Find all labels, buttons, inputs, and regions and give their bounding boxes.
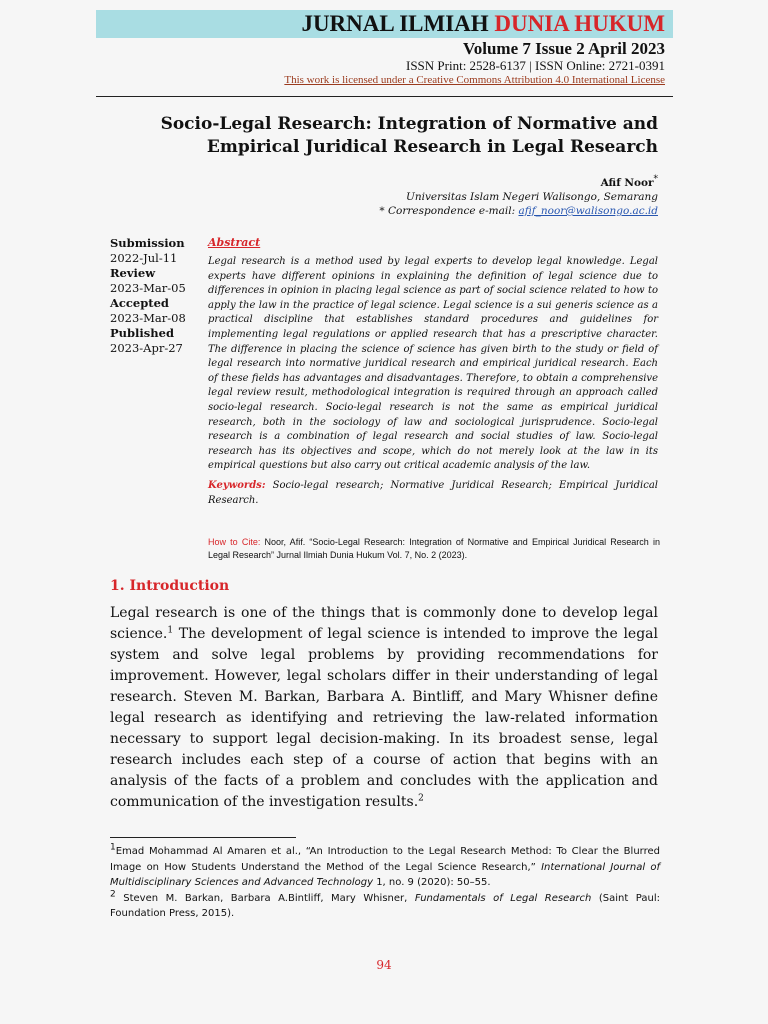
submission-label: Submission: [110, 236, 185, 250]
how-to-cite: [208, 536, 660, 562]
paragraph-part2: The development of legal science is intended to improve the legal system and solve legal problems by providing recommendations for improvement. However, legal scholars differ in their understanding of legal research. Steven M. Barkan, Barbara A. Bintliff, and Mary Whisner define legal research as identifying and retrieving the law-related information necessary to support legal decision-making. In its broadest sense, legal research includes each step of a course of action that begins with an analysis of the facts of a problem and concludes with the application and communication of the investigation results.: [110, 626, 658, 810]
section-heading: 1. Introduction: [110, 578, 230, 594]
license-link[interactable]: This work is licensed under a Creative Commons Attribution 4.0 International License: [284, 74, 665, 86]
footnote-ref-1[interactable]: 1: [167, 625, 174, 636]
page-number: 94: [376, 958, 392, 972]
journal-title-part1: JURNAL ILMIAH: [301, 11, 495, 36]
published-date: 2023-Apr-27: [110, 341, 183, 355]
footnote-1-number: 1: [110, 842, 116, 853]
abstract-section: [208, 236, 658, 508]
cite-text: Noor, Afif. “Socio-Legal Research: Integration of Normative and Empirical Juridical Research in Legal Research” Jurnal Ilmiah Dunia Hukum Vol. 7, No. 2 (2023).: [208, 537, 660, 560]
keywords-label: Keywords:: [208, 479, 266, 491]
abstract-text: Legal research is a method used by legal experts to develop legal knowledge. Legal experts have different opinions in explaining the definition of legal science due to differences in opinion in placing legal science as part of social science related to how to apply the law in the practice of legal science. Legal science is a sui generis science as a practical discipline that establishes standard procedures and guidelines for implementing legal regulations or applied research that has a prescriptive character. The difference in placing the science of science has given birth to the study or field of legal research into normative juridical research and empirical juridical research. Each of these fields has advantages and disadvantages. Therefore, to obtain a comprehensive legal review result, methodological integration is required through an approach called socio-legal research. Socio-legal research is not the same as empirical juridical research, both in the sociology of law and sociological jurisprudence. Socio-legal research is a combination of legal research and social studies of law. Socio-legal research has its objectives and scope, which do not merely look at the law in its empirical questions but also carry out critical academic analysis of the law.: [208, 256, 658, 472]
article-title-line1: Socio-Legal Research: Integration of Normative and: [160, 114, 658, 134]
journal-title-part2: DUNIA HUKUM: [494, 11, 665, 36]
footnote-2-number: 2: [110, 889, 116, 900]
footnotes: [110, 844, 660, 922]
paragraph-part1: Legal research is one of the things that is commonly done to develop legal science.: [110, 605, 658, 642]
article-dates: [110, 236, 202, 356]
author-name: Afif Noor: [600, 177, 654, 189]
journal-banner: [96, 10, 673, 38]
article-title-line2: Empirical Juridical Research in Legal Research: [206, 137, 658, 157]
footnote-2: [110, 891, 660, 922]
submission-date: 2022-Jul-11: [110, 251, 178, 265]
cite-label: How to Cite:: [208, 537, 261, 547]
article-title: [138, 113, 658, 159]
accepted-label: Accepted: [110, 296, 169, 310]
footnote-1-source: International Journal of Multidisciplinary Sciences and Advanced Technology: [110, 861, 660, 888]
keywords-text: Socio-legal research; Normative Juridical Research; Empirical Juridical Research.: [208, 479, 658, 506]
issn-line: ISSN Print: 2528-6137 | ISSN Online: 2721-0391: [405, 58, 665, 73]
author-affiliation: Universitas Islam Negeri Walisongo, Semarang: [405, 191, 658, 203]
abstract-heading: Abstract: [208, 236, 261, 249]
review-label: Review: [110, 266, 156, 280]
footnote-2-tail: (Saint Paul: Foundation Press, 2015).: [110, 892, 660, 919]
email-link[interactable]: afif_noor@walisongo.ac.id: [518, 205, 658, 217]
correspondence-label: * Correspondence e-mail:: [379, 205, 519, 217]
footnote-2-source: Fundamentals of Legal Research: [414, 892, 592, 904]
footnote-2-text: Steven M. Barkan, Barbara A.Bintliff, Mary Whisner,: [115, 892, 415, 904]
published-label: Published: [110, 326, 174, 340]
volume-issue: Volume 7 Issue 2 April 2023: [463, 39, 665, 58]
footnote-1-text: Emad Mohammad Al Amaren et al., “An Introduction to the Legal Research Method: To Clear the Blurred Image on How Students Understand the Method of the Legal Science Research,”: [110, 846, 660, 873]
accepted-date: 2023-Mar-08: [110, 311, 186, 325]
correspondence-line: [379, 204, 658, 218]
footnote-1: [110, 844, 660, 891]
footnote-divider: [110, 837, 296, 838]
keywords-line: [208, 479, 658, 508]
journal-title: [301, 10, 665, 38]
footnote-1-tail: 1, no. 9 (2020): 50–55.: [373, 877, 491, 888]
author-block: [379, 176, 658, 218]
body-paragraph: [110, 603, 658, 813]
review-date: 2023-Mar-05: [110, 281, 186, 295]
author-mark: *: [653, 174, 658, 185]
header-divider: [96, 96, 673, 97]
footnote-ref-2[interactable]: 2: [418, 793, 424, 804]
